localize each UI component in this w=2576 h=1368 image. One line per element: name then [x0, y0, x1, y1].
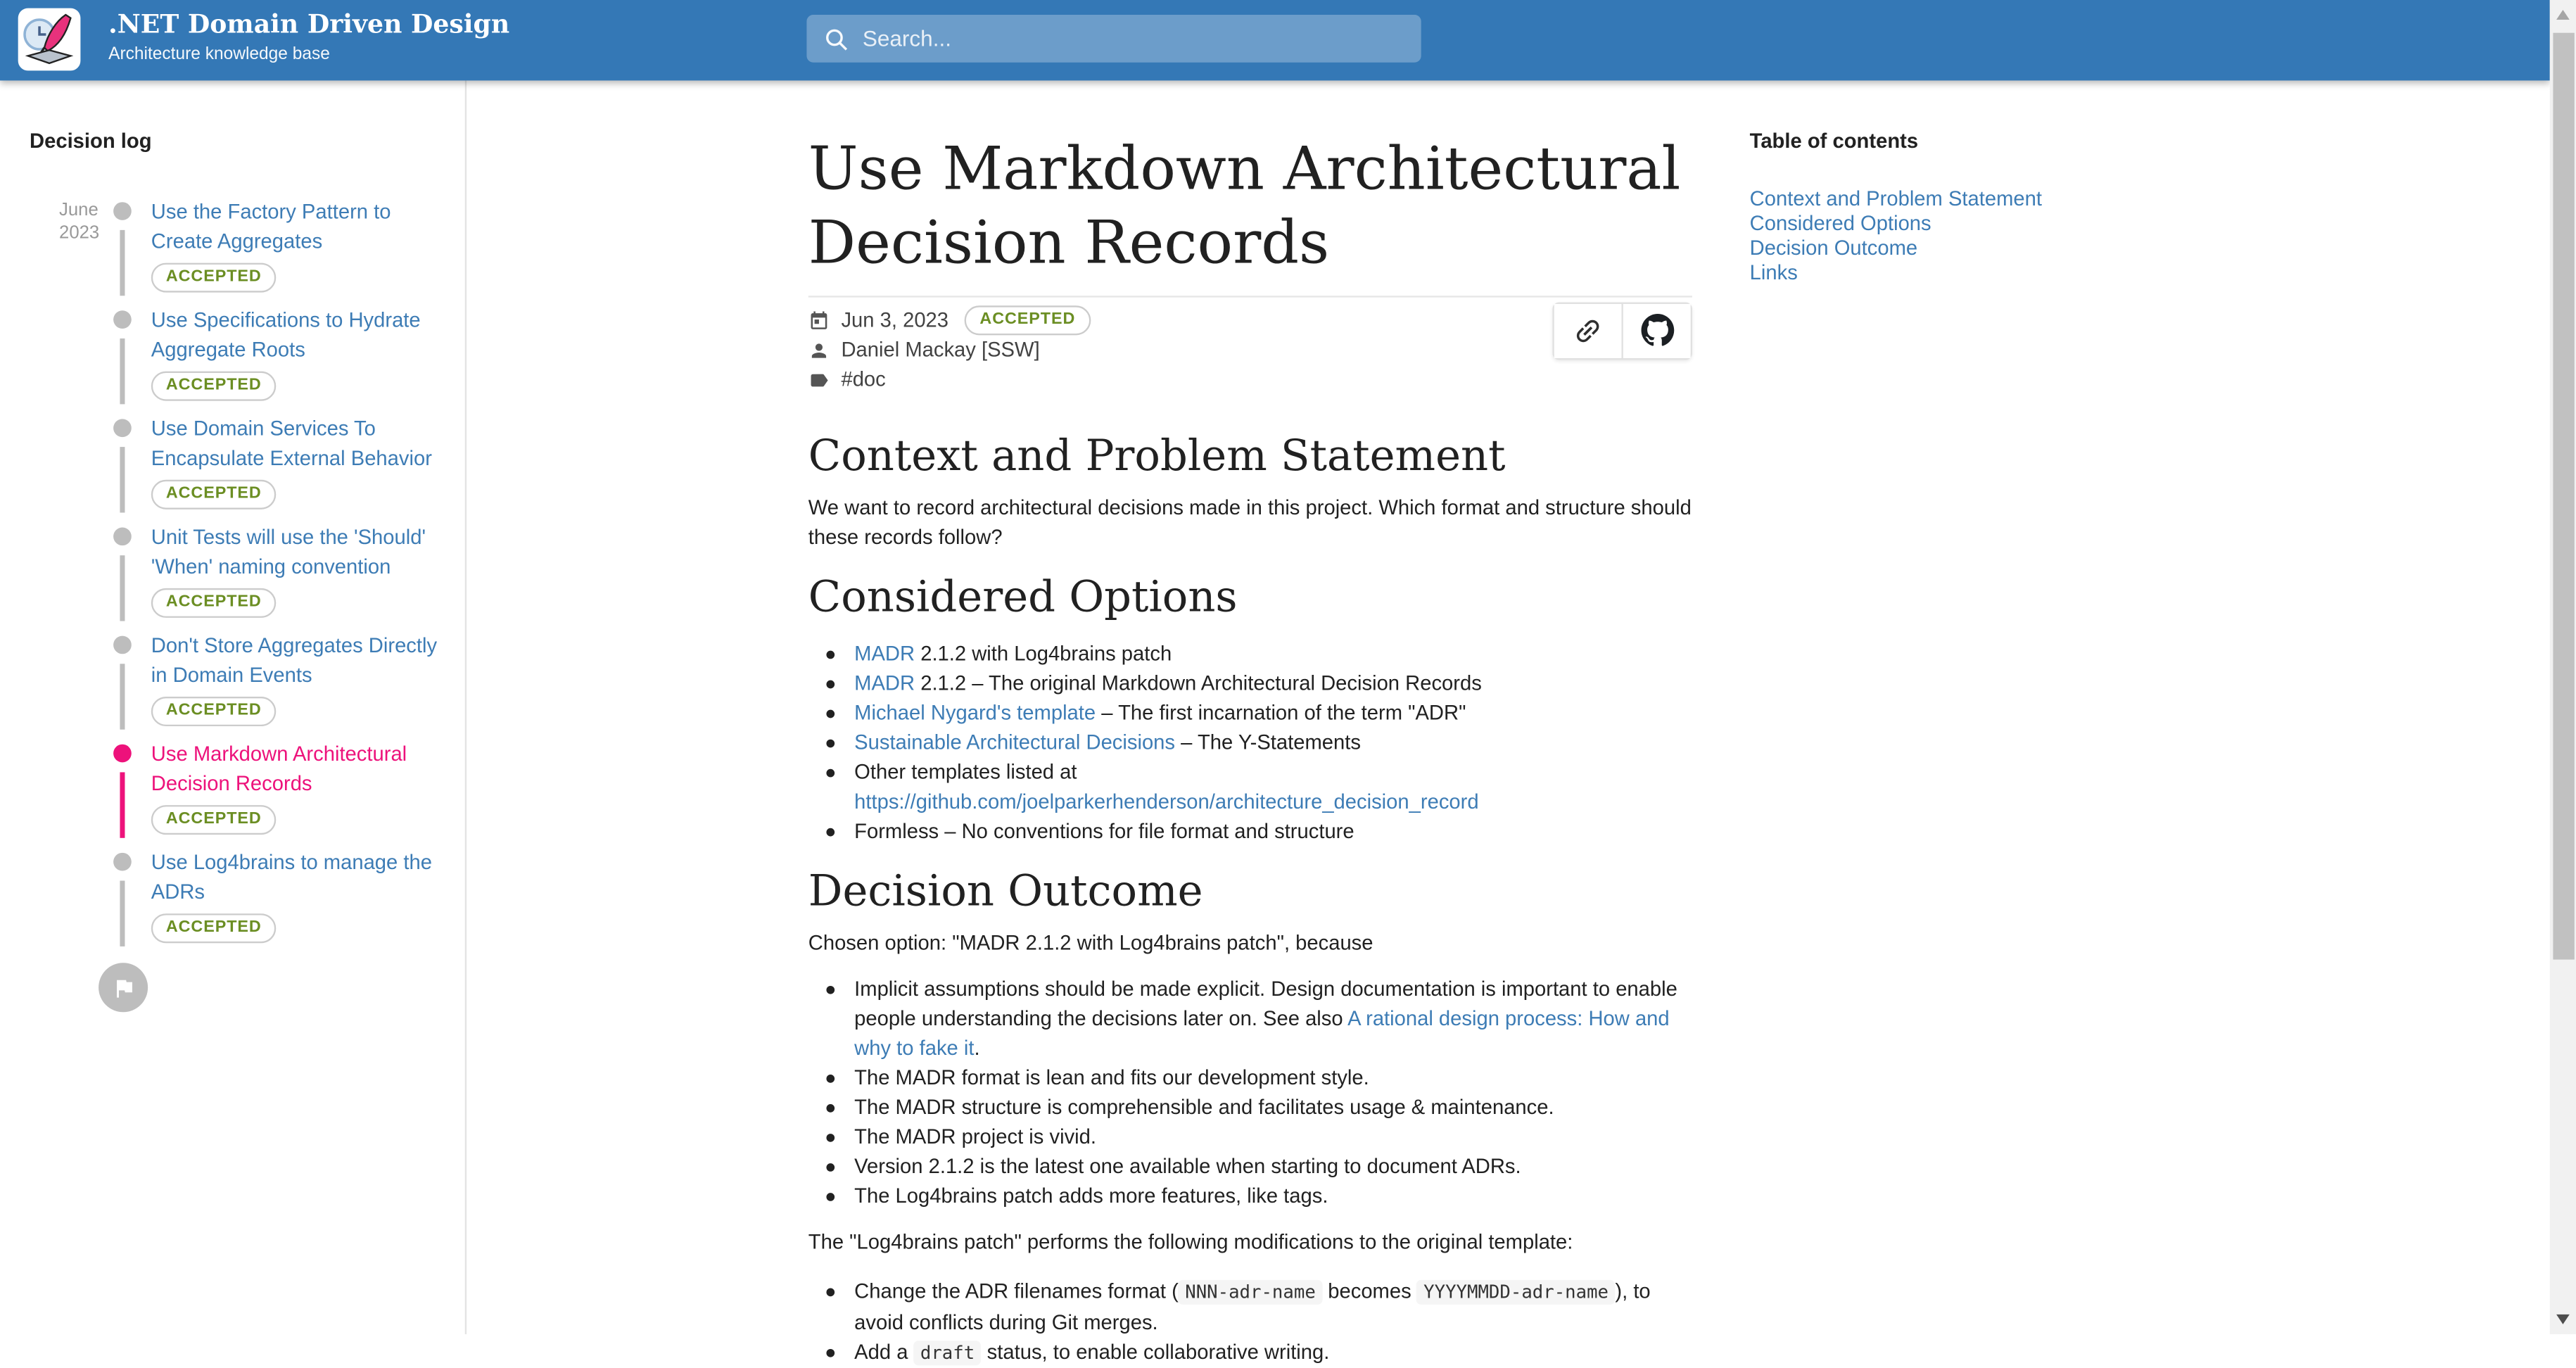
timeline-connector	[120, 555, 125, 621]
article-meta	[808, 308, 1692, 392]
copy-link-button[interactable]	[1554, 303, 1623, 357]
list-item: The MADR structure is comprehensible and facilitates usage & maintenance.	[808, 1092, 1692, 1122]
page-title: Use Markdown Architectural Decision Records	[808, 136, 1681, 279]
timeline-dot	[113, 310, 132, 329]
scrollbar-thumb[interactable]	[2552, 33, 2573, 960]
meta-tag-row	[808, 367, 1692, 392]
outcome-intro: Chosen option: "MADR 2.1.2 with Log4brains patch", because	[808, 931, 1373, 955]
title-divider	[808, 296, 1692, 297]
status-badge: ACCEPTED	[151, 588, 277, 617]
inline-link[interactable]: MADR	[854, 642, 915, 666]
considered-options-list	[808, 639, 1692, 846]
scrollbar-down-arrow-icon[interactable]	[2556, 1315, 2569, 1324]
code-span: NNN-adr-name	[1179, 1279, 1322, 1304]
article-tag: #doc	[841, 368, 886, 392]
app-header	[0, 0, 2550, 80]
timeline-connector	[120, 447, 125, 512]
timeline-item	[0, 414, 465, 522]
inline-link[interactable]: A rational design process: How and why to fake it	[854, 1006, 1670, 1060]
list-item: MADR 2.1.2 with Log4brains patch	[808, 639, 1692, 669]
timeline-item	[0, 631, 465, 740]
year-text: 2023	[59, 223, 100, 243]
link-icon	[1572, 315, 1603, 346]
timeline-item	[0, 522, 465, 631]
sidebar-item-adr-link[interactable]: Use Specifications to Hydrate Aggregate Roots	[151, 308, 421, 362]
list-item: Formless – No conventions for file format and structure	[808, 816, 1692, 846]
logo-image[interactable]	[16, 6, 82, 72]
timeline-connector	[120, 881, 125, 946]
toc-link-links[interactable]: Links	[1749, 261, 1798, 284]
article-date: Jun 3, 2023	[841, 309, 949, 333]
sidebar-item-adr-link[interactable]: Use Log4brains to manage the ADRs	[151, 851, 432, 904]
list-item: The Log4brains patch adds more features, like tags.	[808, 1181, 1692, 1210]
search-icon	[823, 26, 849, 52]
app-title: .NET Domain Driven Design	[108, 8, 510, 40]
person-icon	[808, 340, 830, 361]
patch-modifications-list	[808, 1277, 1692, 1368]
timeline-dot	[113, 419, 132, 437]
article-author: Daniel Mackay [SSW]	[841, 338, 1040, 362]
toc-link-outcome[interactable]: Decision Outcome	[1749, 236, 1918, 260]
list-item: Implicit assumptions should be made explicit. Design documentation is important to enable people understanding the decisions later on. See also A rational design process: How and why to fake it.	[808, 974, 1692, 1063]
list-item: MADR 2.1.2 – The original Markdown Architectural Decision Records	[808, 669, 1692, 698]
timeline-connector	[120, 772, 125, 837]
sidebar-item-adr-link-current[interactable]: Use Markdown Architectural Decision Records	[151, 742, 407, 796]
list-item: Other templates listed at https://github.com/joelparkerhenderson/architecture_decision_record	[808, 757, 1692, 816]
decision-timeline	[0, 197, 465, 956]
inline-link[interactable]: https://github.com/joelparkerhenderson/architecture_decision_record	[854, 790, 1479, 813]
timeline-connector	[120, 230, 125, 296]
github-icon	[1640, 314, 1673, 347]
list-item: Michael Nygard's template – The first incarnation of the term "ADR"	[808, 698, 1692, 728]
timeline-connector	[120, 664, 125, 729]
flag-icon	[111, 975, 136, 1000]
list-item: Version 2.1.2 is the latest one available when starting to document ADRs.	[808, 1151, 1692, 1181]
sidebar-item-adr-link[interactable]: Unit Tests will use the 'Should' 'When' naming convention	[151, 526, 426, 579]
tag-icon	[808, 369, 830, 391]
app-subtitle: Architecture knowledge base	[108, 44, 330, 65]
article-toolbar	[1552, 302, 1692, 360]
toc-link-options[interactable]: Considered Options	[1749, 212, 1931, 235]
github-button[interactable]	[1623, 303, 1691, 357]
toc-link-context[interactable]: Context and Problem Statement	[1749, 187, 2042, 210]
sidebar-item-adr-link[interactable]: Use Domain Services To Encapsulate External Behavior	[151, 417, 432, 471]
list-item: The MADR project is vivid.	[808, 1122, 1692, 1151]
timeline-connector	[120, 338, 125, 404]
context-paragraph: We want to record architectural decisions made in this project. Which format and structure should these records follow?	[808, 495, 1692, 549]
status-badge: ACCEPTED	[151, 806, 277, 835]
list-item: Change the ADR filenames format ( NNN-adr-name becomes YYYYMMDD-adr-name ), to avoid conflicts during Git merges.	[808, 1277, 1692, 1337]
status-badge: ACCEPTED	[151, 914, 277, 943]
timeline-item-active	[0, 740, 465, 848]
status-badge: ACCEPTED	[151, 263, 277, 292]
timeline-end-marker	[99, 963, 148, 1012]
timeline-dot	[113, 528, 132, 546]
code-span: YYYYMMDD-adr-name	[1417, 1279, 1616, 1304]
list-item: The MADR format is lean and fits our development style.	[808, 1063, 1692, 1092]
section-heading-options: Considered Options	[808, 573, 1238, 623]
inline-link[interactable]: Sustainable Architectural Decisions	[854, 730, 1176, 754]
search-box	[806, 15, 1421, 63]
calendar-icon	[808, 310, 830, 331]
scrollbar	[2550, 0, 2576, 1334]
sidebar-item-adr-link[interactable]: Don't Store Aggregates Directly in Domain Events	[151, 634, 438, 688]
table-of-contents	[1750, 80, 2128, 286]
status-badge: ACCEPTED	[965, 306, 1090, 335]
timeline-dot	[113, 202, 132, 220]
patch-intro: The "Log4brains patch" performs the following modifications to the original template:	[808, 1230, 1573, 1253]
toc-links	[1750, 187, 2128, 286]
inline-link[interactable]: Michael Nygard's template	[854, 701, 1096, 725]
timeline-item	[0, 848, 465, 956]
search-input[interactable]	[806, 15, 1421, 63]
sidebar-item-adr-link[interactable]: Use the Factory Pattern to Create Aggregates	[151, 200, 391, 253]
timeline-dot-active	[113, 745, 132, 763]
section-heading-outcome: Decision Outcome	[808, 867, 1203, 917]
sidebar-decision-log	[0, 80, 467, 1334]
month-text: June	[59, 200, 99, 220]
section-heading-context: Context and Problem Statement	[808, 431, 1506, 481]
inline-link[interactable]: MADR	[854, 671, 915, 695]
scrollbar-up-arrow-icon[interactable]	[2556, 10, 2569, 20]
toc-title: Table of contents	[1749, 129, 1919, 153]
timeline-dot	[113, 636, 132, 654]
list-item: Sustainable Architectural Decisions – The Y-Statements	[808, 728, 1692, 757]
timeline-item	[0, 305, 465, 414]
status-badge: ACCEPTED	[151, 697, 277, 726]
status-badge: ACCEPTED	[151, 480, 277, 509]
article-content	[808, 80, 1692, 1368]
status-badge: ACCEPTED	[151, 372, 277, 400]
list-item: Add a draft status, to enable collaborative writing.	[808, 1337, 1692, 1368]
timeline-month-label	[59, 199, 99, 245]
timeline-dot	[113, 853, 132, 871]
timeline-item	[0, 197, 465, 305]
code-span: draft	[914, 1341, 982, 1365]
outcome-reasons-list	[808, 974, 1692, 1210]
app-titles	[108, 8, 509, 65]
sidebar-title: Decision log	[30, 129, 152, 153]
